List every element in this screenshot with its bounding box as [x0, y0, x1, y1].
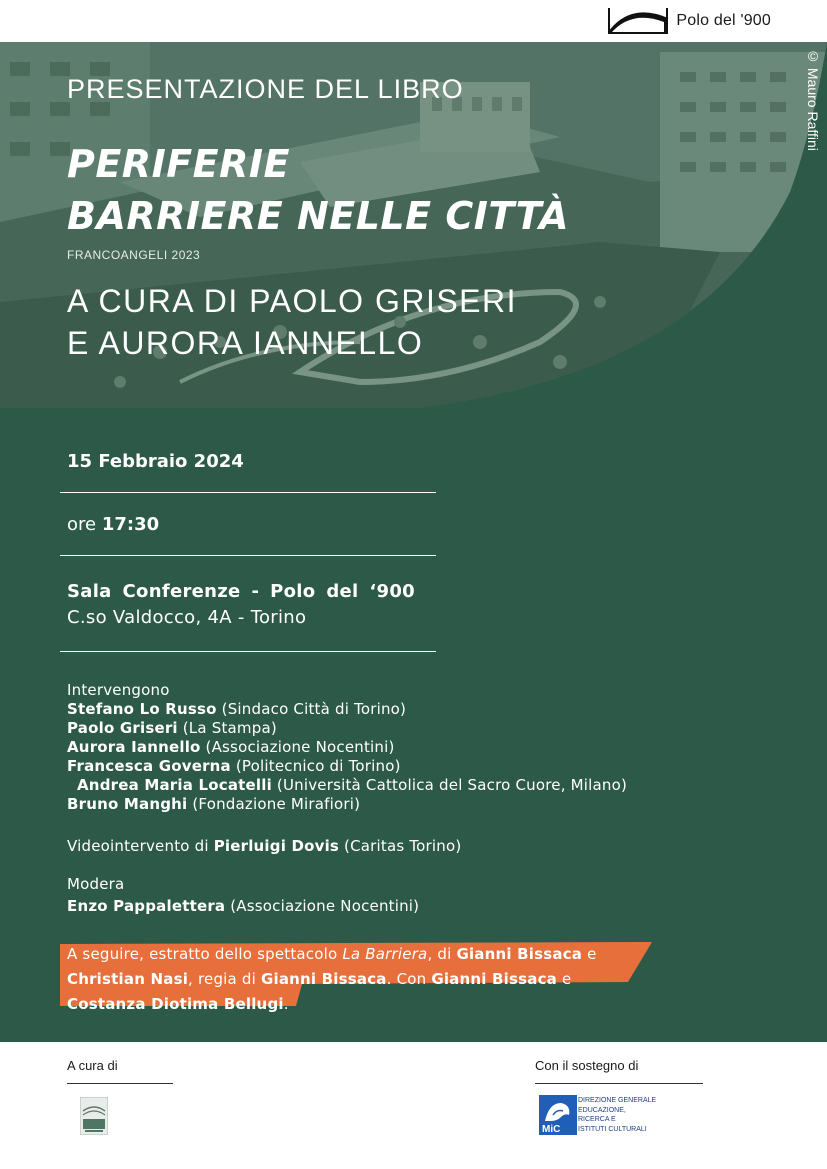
event-time-value: 17:30 [101, 514, 160, 535]
divider [535, 1083, 703, 1084]
book-title [67, 138, 569, 242]
moderator-role: (Associazione Nocentini) [230, 897, 420, 915]
divider [60, 651, 436, 652]
ministry-culture-logo-icon [539, 1095, 577, 1135]
event-time [67, 514, 159, 535]
speaker-name: Paolo Griseri [67, 719, 178, 737]
moderator-block [67, 875, 419, 916]
divider [60, 492, 436, 493]
performance-author: Gianni Bissaca [456, 945, 583, 963]
video-speaker-name: Pierluigi Dovis [213, 837, 340, 855]
book-title-line-1: PERIFERIE [67, 142, 290, 186]
speaker-name: Stefano Lo Russo [67, 700, 217, 718]
event-info-section [0, 408, 827, 1042]
event-venue [67, 579, 415, 631]
performance-text-part: , di [427, 945, 457, 963]
polo-900-logo-mark-icon [608, 8, 668, 34]
speaker-role: (Politecnico di Torino) [235, 757, 401, 775]
speaker-role: (Fondazione Mirafiori) [192, 795, 361, 813]
speaker-item [67, 795, 627, 814]
performance-banner [60, 942, 652, 1013]
polo-900-logo-text: Polo del '900 [676, 12, 771, 29]
divider [60, 555, 436, 556]
polo-900-logo [608, 7, 771, 35]
curated-by-label: A cura di [67, 1058, 118, 1073]
video-speaker-role: (Caritas Torino) [344, 837, 462, 855]
publisher: FRANCOANGELI 2023 [67, 248, 201, 262]
event-date: 15 Febbraio 2024 [67, 451, 244, 472]
curators-line-2: E AURORA IANNELLO [67, 325, 424, 361]
moderator-name: Enzo Pappalettera [67, 897, 226, 915]
performance-show-title: La Barriera [342, 945, 428, 963]
speakers-heading: Intervengono [67, 681, 170, 699]
performance-cast: Gianni Bissaca [431, 970, 557, 988]
performance-text-part: . Con [386, 970, 432, 988]
performance-text-part: e [556, 970, 572, 988]
book-title-line-2: BARRIERE NELLE CITTÀ [67, 194, 570, 238]
performance-text-part: , regia di [188, 970, 261, 988]
performance-director: Gianni Bissaca [260, 970, 387, 988]
performance-text [67, 942, 647, 1017]
moderator-item [67, 897, 419, 916]
speaker-role: (Università Cattolica del Sacro Cuore, Milano) [276, 776, 628, 794]
footer [0, 1042, 827, 1169]
speaker-item [67, 700, 627, 719]
venue-address: C.so Valdocco, 4A - Torino [67, 607, 307, 628]
venue-name: Sala Conferenze - Polo del ‘900 [67, 581, 415, 602]
curators [67, 280, 517, 364]
video-intervention [67, 837, 461, 856]
speaker-name: Bruno Manghi [67, 795, 188, 813]
speaker-role: (Sindaco Città di Torino) [221, 700, 407, 718]
speaker-item [67, 757, 627, 776]
performance-text-part: e [582, 945, 597, 963]
video-prefix: Videointervento di [67, 837, 209, 855]
event-time-prefix: ore [67, 514, 97, 535]
speakers-list [67, 681, 627, 814]
associazione-nocentini-logo-icon [80, 1097, 108, 1135]
photo-credit: © Mauro Raffini [805, 48, 821, 151]
performance-text-part: . [283, 995, 289, 1013]
ministry-text: DIREZIONE GENERALE EDUCAZIONE, RICERCA E ISTITUTI CULTURALI [578, 1097, 657, 1133]
performance-text-part: A seguire, estratto dello spettacolo [67, 945, 343, 963]
presentation-label: PRESENTAZIONE DEL LIBRO [67, 74, 464, 104]
performance-cast: Costanza Diotima Bellugi [67, 995, 284, 1013]
speaker-role: (Associazione Nocentini) [205, 738, 395, 756]
speaker-name: Andrea Maria Locatelli [77, 776, 272, 794]
performance-author: Christian Nasi [67, 970, 189, 988]
support-label: Con il sostegno di [535, 1058, 639, 1073]
speaker-role: (La Stampa) [182, 719, 277, 737]
speaker-item [67, 719, 627, 738]
divider [67, 1083, 173, 1084]
speaker-item [67, 738, 627, 757]
curators-line-1: A CURA DI PAOLO GRISERI [67, 283, 518, 319]
mic-label: MiC [542, 1124, 561, 1135]
hero-section [0, 42, 827, 408]
speaker-name: Aurora Iannello [67, 738, 201, 756]
speaker-name: Francesca Governa [67, 757, 231, 775]
speaker-item [67, 776, 627, 795]
top-bar [0, 0, 827, 42]
moderator-heading: Modera [67, 875, 125, 893]
